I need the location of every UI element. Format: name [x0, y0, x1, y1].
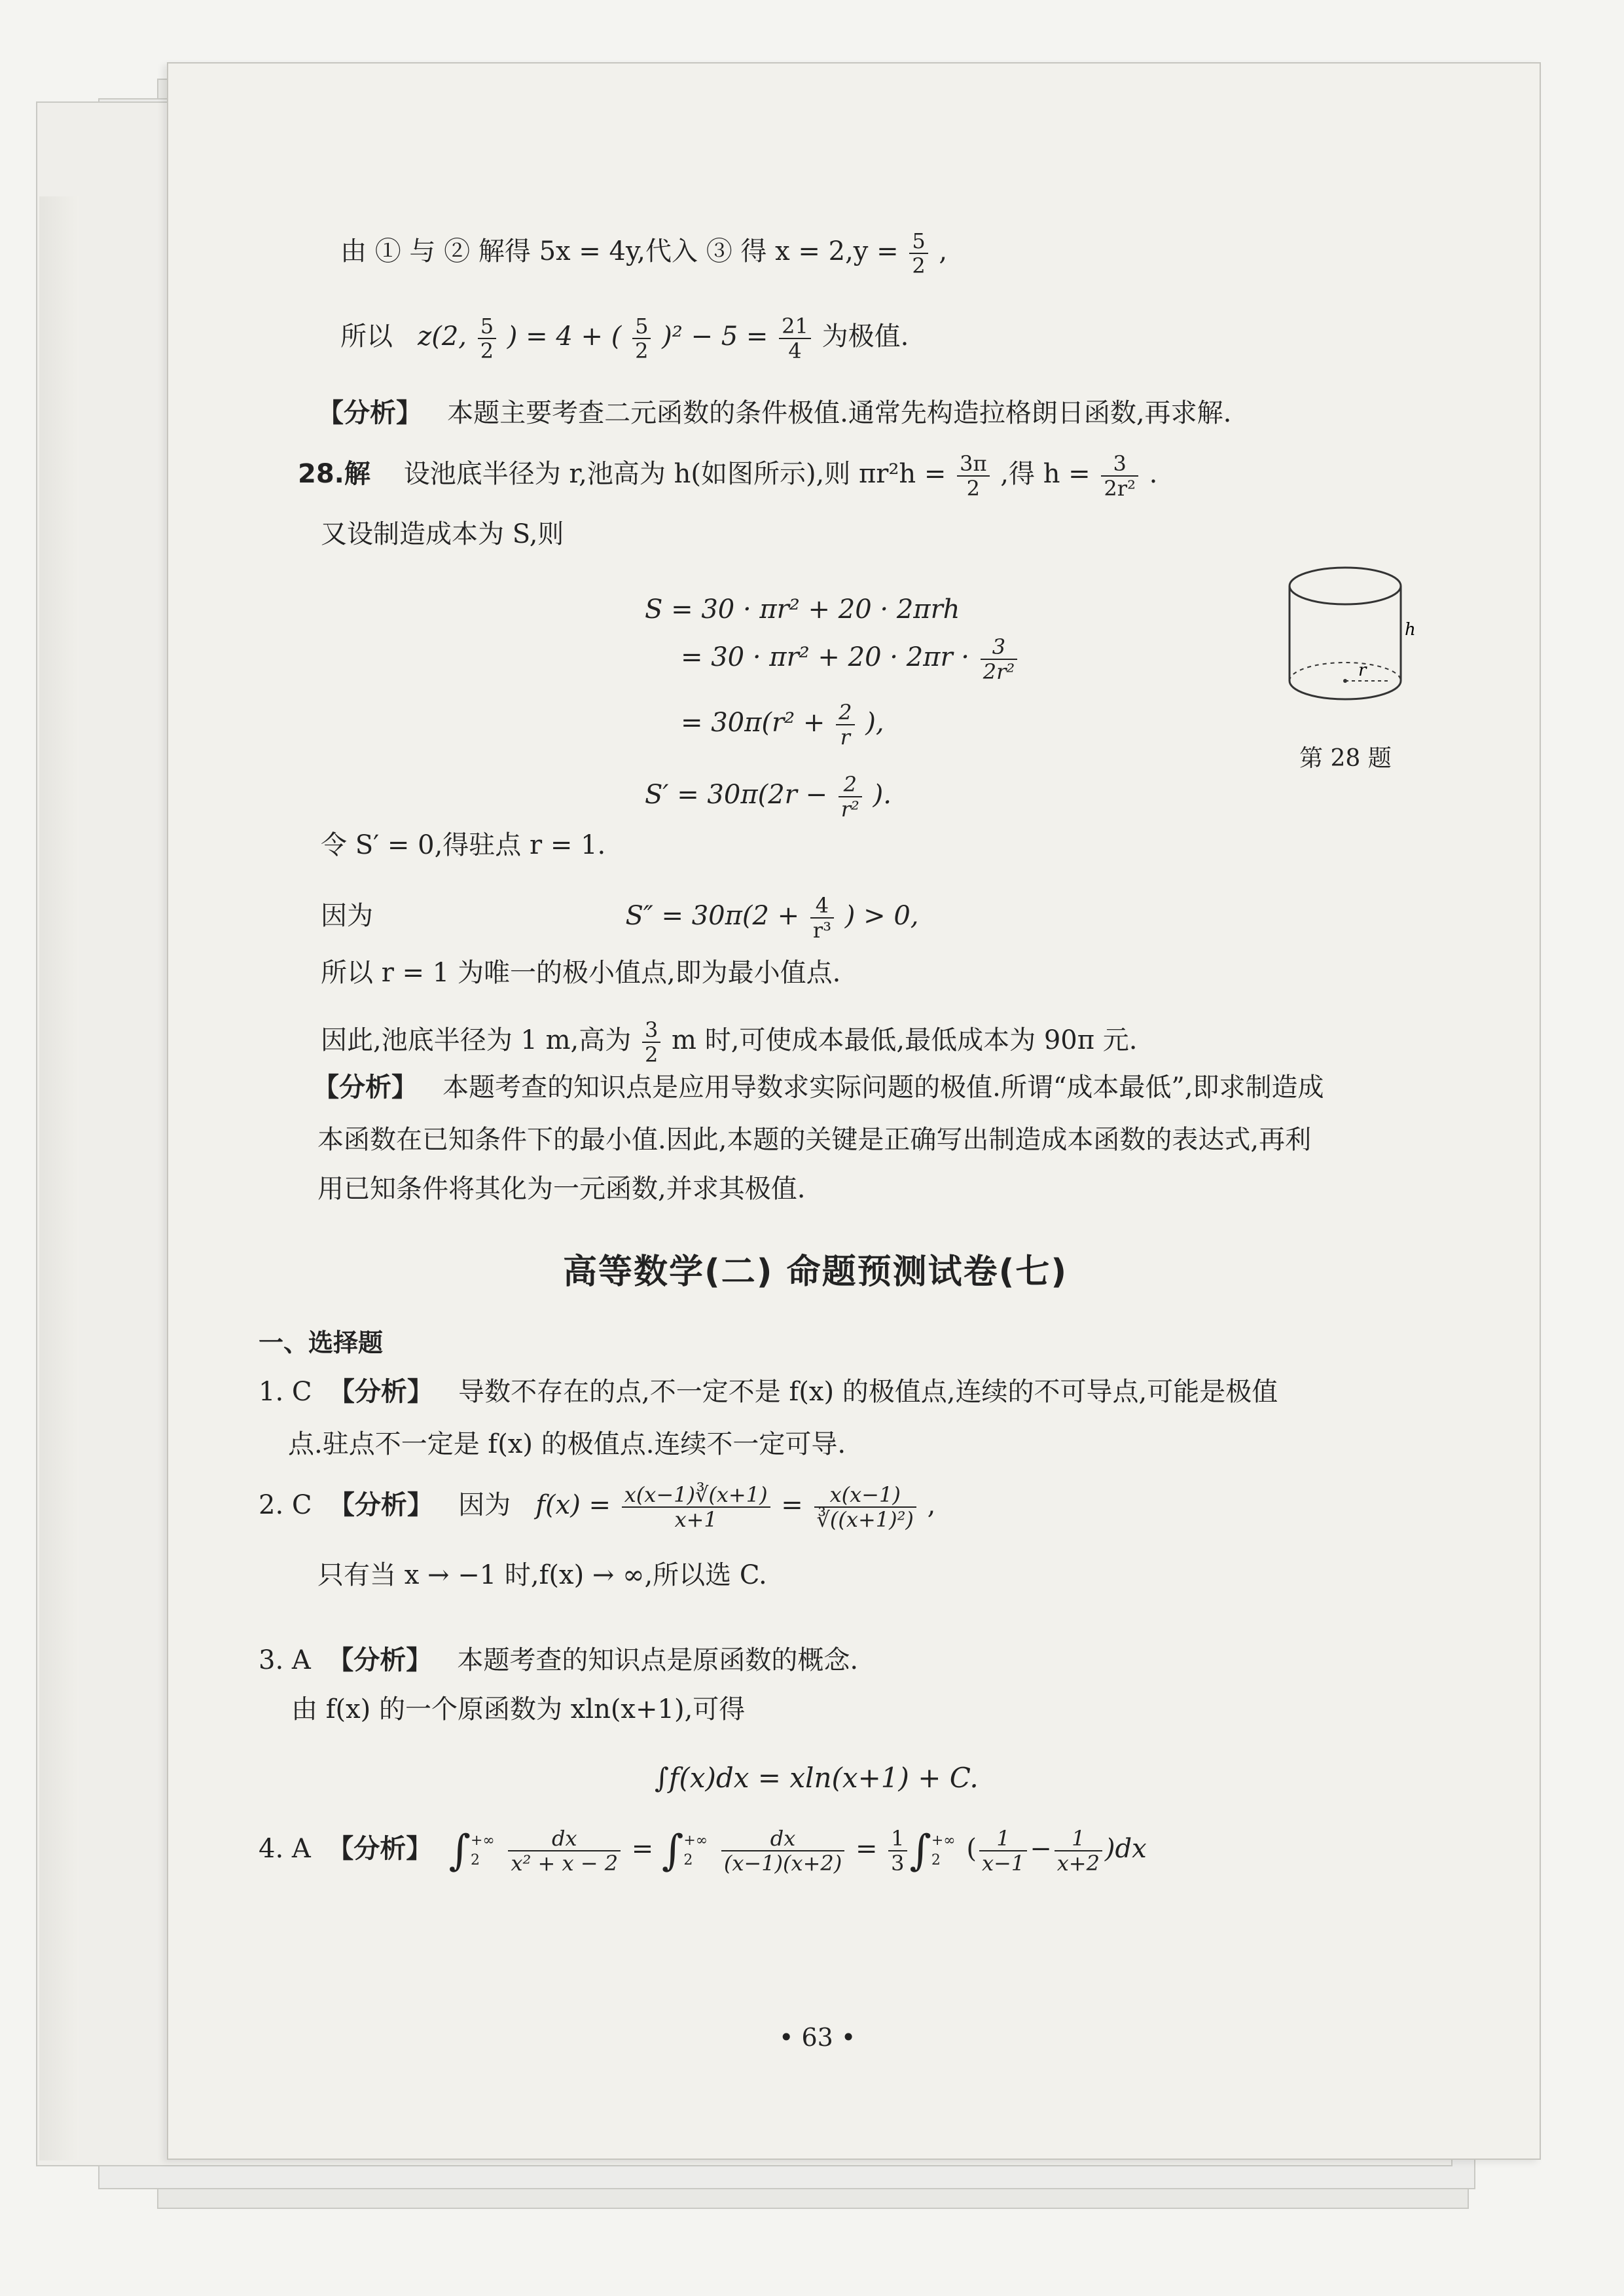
question-number: 1. C — [259, 1377, 312, 1407]
equation: = 30π(r² + — [681, 708, 825, 738]
fraction — [839, 773, 862, 821]
equation: S′ = 30π(2r − — [645, 780, 828, 810]
page-edge-shadow — [39, 196, 79, 2160]
p27-text: 由 ① 与 ② 解得 5x = 4y,代入 ③ 得 x = 2,y = — [340, 236, 899, 266]
denominator: r — [840, 725, 850, 750]
fraction — [888, 1827, 907, 1875]
equation: ), — [865, 708, 884, 738]
integral-limits — [683, 1831, 708, 1870]
lower-limit: 2 — [683, 1852, 693, 1868]
numerator: 4 — [810, 894, 834, 919]
p28-eq3 — [681, 701, 884, 749]
section-title: 高等数学(二) 命题预测试卷(七) — [563, 1252, 1068, 1292]
equation: S″ = 30π(2 + — [625, 901, 800, 931]
numerator: dx — [508, 1827, 621, 1851]
p28-line2 — [321, 517, 564, 551]
numerator: 3π — [957, 452, 989, 477]
upper-limit: +∞ — [683, 1832, 708, 1849]
fraction — [810, 894, 834, 942]
denominator: 2 — [966, 476, 981, 501]
analysis-tag: 【分析】 — [327, 1645, 433, 1675]
p28-text: 因为 — [321, 901, 373, 931]
cylinder-bottom-front — [1290, 681, 1401, 699]
denominator: x+1 — [674, 1507, 717, 1532]
q3-line2 — [291, 1692, 745, 1726]
p27-formula: ) = 4 + ( — [507, 321, 622, 352]
denominator: r² — [840, 797, 859, 822]
p28-line5 — [321, 956, 840, 990]
p28-line4 — [321, 894, 918, 942]
p27-formula: z(2, — [418, 321, 467, 352]
p28-eq2 — [681, 635, 1020, 683]
analysis-tag: 【分析】 — [328, 1490, 433, 1520]
upper-limit: +∞ — [931, 1832, 956, 1849]
p27-result-line — [340, 229, 947, 278]
numerator: 3 — [1101, 452, 1138, 477]
numerator: 3 — [642, 1018, 660, 1043]
upper-limit: +∞ — [470, 1832, 495, 1849]
center-dot — [1343, 679, 1347, 683]
numerator: 2 — [839, 773, 862, 797]
cylinder-figure — [1283, 563, 1414, 733]
radius-label: r — [1358, 661, 1367, 680]
integral-sign: ∫ — [909, 1827, 931, 1875]
p28-analysis-line3 — [317, 1172, 805, 1206]
fraction — [508, 1827, 621, 1875]
equation: = — [855, 1834, 878, 1864]
denominator: 2r² — [983, 659, 1015, 684]
p27-text: 为极值. — [821, 321, 909, 352]
numerator: x(x−1)∛(x+1) — [622, 1483, 770, 1508]
numerator: dx — [721, 1827, 844, 1851]
equation: ) > 0, — [844, 901, 919, 931]
numerator: 1 — [888, 1827, 907, 1851]
fraction — [957, 452, 989, 500]
fraction — [909, 229, 928, 278]
lower-limit: 2 — [931, 1852, 941, 1868]
fraction — [1055, 1827, 1102, 1875]
equation: )dx — [1104, 1834, 1147, 1864]
analysis-tag: 【分析】 — [328, 1377, 433, 1407]
integral-sign: ∫ — [662, 1827, 684, 1875]
fraction — [1101, 452, 1138, 500]
denominator: r³ — [812, 918, 832, 943]
p28-eq1 — [645, 592, 960, 627]
q3-text: 本题考查的知识点是原函数的概念. — [457, 1645, 859, 1675]
p27-text: , — [939, 236, 948, 266]
question-number: 4. A — [259, 1834, 311, 1864]
numerator: 2 — [836, 701, 854, 725]
equation: S = 30 · πr² + 20 · 2πrh — [645, 594, 960, 625]
denominator: 2 — [644, 1042, 659, 1067]
numerator: 5 — [478, 314, 496, 339]
denominator: ∛((x+1)²) — [816, 1507, 914, 1532]
denominator: 2 — [480, 338, 494, 363]
q2-line2 — [317, 1558, 767, 1592]
denominator: x−1 — [981, 1851, 1025, 1876]
equation: − — [1030, 1834, 1052, 1864]
analysis-text: 本函数在已知条件下的最小值.因此,本题的关键是正确写出制造成本函数的表达式,再利 — [317, 1125, 1312, 1155]
cylinder-bottom-back — [1290, 663, 1401, 681]
fraction — [721, 1827, 844, 1875]
p28-text: . — [1149, 459, 1158, 489]
equation: ). — [873, 780, 892, 810]
fraction — [979, 1827, 1027, 1875]
analysis-tag: 【分析】 — [313, 1072, 418, 1102]
p28-text: m 时,可使成本最低,最低成本为 90π 元. — [672, 1025, 1138, 1055]
p28-analysis-line2 — [317, 1123, 1311, 1157]
fraction — [814, 1483, 916, 1531]
page-number: • 63 • — [779, 2023, 856, 2052]
equation: = 30 · πr² + 20 · 2πr · — [681, 642, 969, 672]
fraction — [779, 314, 811, 363]
analysis-text: 本题考查的知识点是应用导数求实际问题的极值.所谓“成本最低”,即求制造成 — [442, 1072, 1324, 1102]
p28-line1 — [298, 452, 1157, 500]
equation: , — [927, 1490, 936, 1520]
q3-text: 由 f(x) 的一个原函数为 xln(x+1),可得 — [291, 1694, 746, 1724]
p28-text: 因此,池底半径为 1 m,高为 — [321, 1025, 632, 1055]
cylinder-top — [1290, 568, 1401, 604]
equation: = — [781, 1490, 803, 1520]
p28-eq4 — [645, 773, 892, 821]
height-label: h — [1405, 620, 1416, 640]
p28-text: 又设制造成本为 S,则 — [321, 519, 564, 549]
lower-limit: 2 — [470, 1852, 480, 1868]
q1-text: 点.驻点不一定是 f(x) 的极值点.连续不一定可导. — [288, 1429, 846, 1459]
equation: = — [631, 1834, 654, 1864]
equation: f(x) = — [535, 1490, 611, 1520]
denominator: 2 — [912, 253, 926, 278]
denominator: 2 — [635, 338, 649, 363]
p28-text: ,得 h = — [1000, 459, 1091, 489]
analysis-text: 用已知条件将其化为一元函数,并求其极值. — [317, 1174, 806, 1204]
fraction — [478, 314, 496, 363]
fraction — [981, 635, 1017, 683]
numerator: 1 — [979, 1827, 1027, 1851]
denominator: 2r² — [1104, 476, 1136, 501]
p28-line3 — [321, 828, 605, 862]
equation: ( — [966, 1834, 977, 1864]
denominator: x+2 — [1056, 1851, 1100, 1876]
p27-formula: )² − 5 = — [662, 321, 768, 352]
p27-analysis — [317, 396, 1231, 430]
q1-line2 — [288, 1427, 846, 1461]
numerator: 21 — [779, 314, 811, 339]
problem-number: 28.解 — [298, 459, 370, 489]
analysis-tag: 【分析】 — [317, 398, 422, 428]
p28-text: 所以 r = 1 为唯一的极小值点,即为最小值点. — [321, 958, 841, 988]
sub-heading: 一、选择题 — [259, 1328, 384, 1357]
fraction — [632, 314, 651, 363]
q1-text: 导数不存在的点,不一定不是 f(x) 的极值点,连续的不可导点,可能是极值 — [458, 1377, 1278, 1407]
q4-line1 — [259, 1827, 1147, 1875]
denominator: 3 — [891, 1851, 905, 1876]
analysis-text: 本题主要考查二元函数的条件极值.通常先构造拉格朗日函数,再求解. — [447, 398, 1232, 428]
numerator: 1 — [1055, 1827, 1102, 1851]
integral-limits — [931, 1831, 956, 1870]
question-number: 3. A — [259, 1645, 311, 1675]
fraction — [642, 1018, 660, 1066]
fraction — [622, 1483, 770, 1531]
denominator: 4 — [788, 338, 802, 363]
numerator: 5 — [632, 314, 651, 339]
analysis-tag: 【分析】 — [327, 1834, 433, 1864]
p28-text: 令 S′ = 0,得驻点 r = 1. — [321, 830, 606, 860]
q3-equation — [655, 1761, 979, 1795]
figure-caption: 第 28 题 — [1299, 745, 1392, 772]
p27-extremum-line — [340, 314, 909, 363]
q3-line1 — [259, 1643, 858, 1677]
equation: ∫f(x)dx = xln(x+1) + C. — [655, 1762, 979, 1794]
q2-text: 因为 — [458, 1490, 511, 1520]
p28-line6 — [321, 1018, 1137, 1066]
q2-text: 只有当 x → −1 时,f(x) → ∞,所以选 C. — [317, 1560, 767, 1590]
p28-analysis-line1 — [313, 1070, 1324, 1104]
q2-line1 — [259, 1483, 935, 1531]
denominator: (x−1)(x+2) — [723, 1851, 842, 1876]
denominator: x² + x − 2 — [511, 1851, 619, 1876]
fraction — [836, 701, 854, 749]
p28-text: 设池底半径为 r,池高为 h(如图所示),则 πr²h = — [403, 459, 947, 489]
integral-limits — [471, 1831, 495, 1870]
p27-text: 所以 — [340, 321, 393, 352]
numerator: x(x−1) — [814, 1483, 916, 1508]
numerator: 5 — [909, 229, 928, 254]
question-number: 2. C — [259, 1490, 312, 1520]
numerator: 3 — [981, 635, 1017, 660]
q1-line1 — [259, 1375, 1278, 1409]
integral-sign: ∫ — [448, 1827, 471, 1875]
